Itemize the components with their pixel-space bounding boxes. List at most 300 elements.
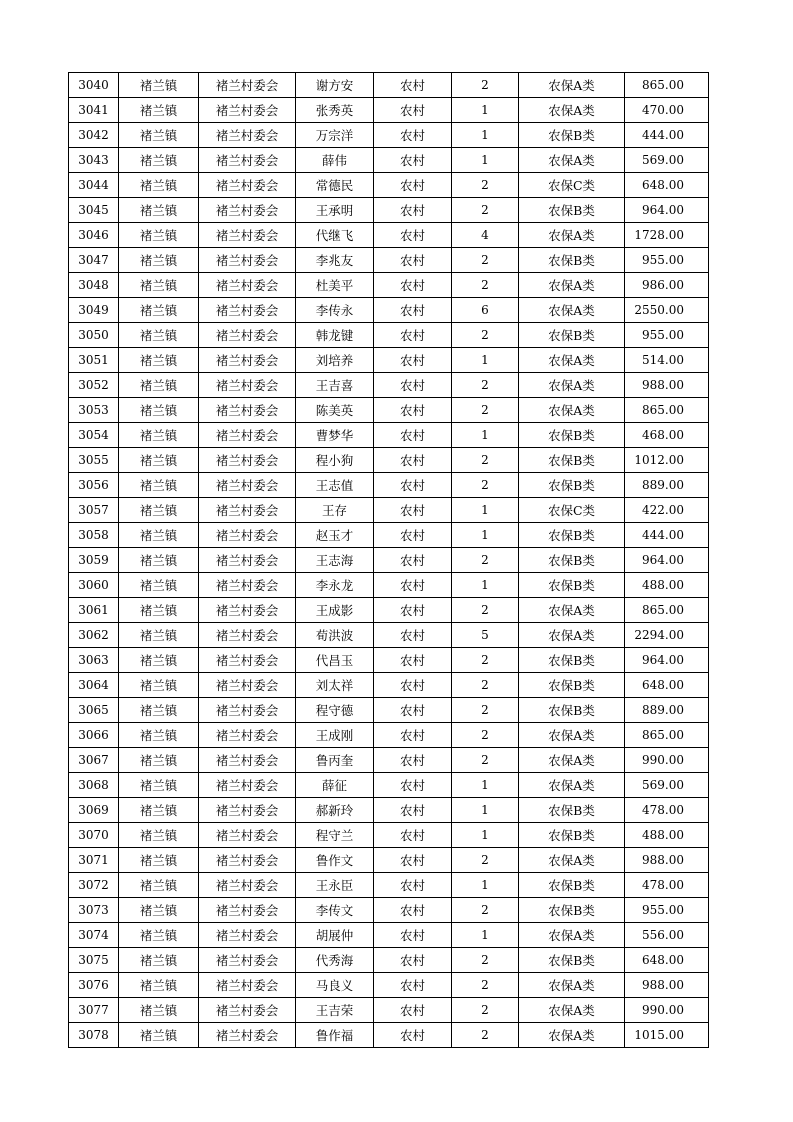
- category-cell: 农保A类: [519, 773, 625, 798]
- area-type-cell: 农村: [374, 73, 452, 98]
- amount-cell: 444.00: [625, 523, 709, 548]
- table-row: [69, 298, 709, 323]
- area-type-cell: 农村: [374, 523, 452, 548]
- household-size-cell: 1: [452, 798, 519, 823]
- amount-cell: 865.00: [625, 398, 709, 423]
- name-cell: 常德民: [296, 173, 374, 198]
- household-size-cell: 1: [452, 523, 519, 548]
- household-size-cell: 6: [452, 298, 519, 323]
- table-row: [69, 473, 709, 498]
- amount-cell: 488.00: [625, 573, 709, 598]
- town-cell: 褚兰镇: [119, 748, 199, 773]
- roster-body: [69, 73, 709, 1048]
- category-cell: 农保B类: [519, 198, 625, 223]
- amount-cell: 444.00: [625, 123, 709, 148]
- amount-cell: 569.00: [625, 148, 709, 173]
- area-type-cell: 农村: [374, 373, 452, 398]
- amount-cell: 990.00: [625, 748, 709, 773]
- serial-cell: 3071: [69, 848, 119, 873]
- area-type-cell: 农村: [374, 773, 452, 798]
- table-row: [69, 848, 709, 873]
- category-cell: 农保A类: [519, 348, 625, 373]
- amount-cell: 1015.00: [625, 1023, 709, 1048]
- household-size-cell: 2: [452, 723, 519, 748]
- household-size-cell: 2: [452, 748, 519, 773]
- table-row: [69, 423, 709, 448]
- town-cell: 褚兰镇: [119, 823, 199, 848]
- table-row: [69, 273, 709, 298]
- household-size-cell: 2: [452, 373, 519, 398]
- category-cell: 农保B类: [519, 548, 625, 573]
- table-row: [69, 798, 709, 823]
- household-size-cell: 2: [452, 998, 519, 1023]
- household-size-cell: 2: [452, 473, 519, 498]
- household-size-cell: 2: [452, 698, 519, 723]
- serial-cell: 3051: [69, 348, 119, 373]
- amount-cell: 422.00: [625, 498, 709, 523]
- committee-cell: 褚兰村委会: [199, 548, 296, 573]
- area-type-cell: 农村: [374, 723, 452, 748]
- serial-cell: 3072: [69, 873, 119, 898]
- household-size-cell: 2: [452, 273, 519, 298]
- table-row: [69, 173, 709, 198]
- table-row: [69, 573, 709, 598]
- town-cell: 褚兰镇: [119, 898, 199, 923]
- amount-cell: 955.00: [625, 898, 709, 923]
- name-cell: 代昌玉: [296, 648, 374, 673]
- serial-cell: 3075: [69, 948, 119, 973]
- town-cell: 褚兰镇: [119, 348, 199, 373]
- category-cell: 农保A类: [519, 98, 625, 123]
- town-cell: 褚兰镇: [119, 648, 199, 673]
- household-size-cell: 4: [452, 223, 519, 248]
- table-row: [69, 98, 709, 123]
- amount-cell: 964.00: [625, 548, 709, 573]
- area-type-cell: 农村: [374, 223, 452, 248]
- committee-cell: 褚兰村委会: [199, 898, 296, 923]
- serial-cell: 3064: [69, 673, 119, 698]
- serial-cell: 3063: [69, 648, 119, 673]
- name-cell: 刘太祥: [296, 673, 374, 698]
- serial-cell: 3062: [69, 623, 119, 648]
- name-cell: 鲁丙奎: [296, 748, 374, 773]
- serial-cell: 3068: [69, 773, 119, 798]
- household-size-cell: 1: [452, 773, 519, 798]
- household-size-cell: 2: [452, 673, 519, 698]
- name-cell: 王志海: [296, 548, 374, 573]
- category-cell: 农保A类: [519, 723, 625, 748]
- area-type-cell: 农村: [374, 348, 452, 373]
- area-type-cell: 农村: [374, 623, 452, 648]
- household-size-cell: 5: [452, 623, 519, 648]
- table-row: [69, 448, 709, 473]
- town-cell: 褚兰镇: [119, 623, 199, 648]
- amount-cell: 2294.00: [625, 623, 709, 648]
- table-row: [69, 648, 709, 673]
- category-cell: 农保B类: [519, 448, 625, 473]
- area-type-cell: 农村: [374, 973, 452, 998]
- area-type-cell: 农村: [374, 748, 452, 773]
- name-cell: 曹梦华: [296, 423, 374, 448]
- town-cell: 褚兰镇: [119, 448, 199, 473]
- name-cell: 李永龙: [296, 573, 374, 598]
- name-cell: 万宗洋: [296, 123, 374, 148]
- committee-cell: 褚兰村委会: [199, 273, 296, 298]
- category-cell: 农保C类: [519, 173, 625, 198]
- committee-cell: 褚兰村委会: [199, 73, 296, 98]
- category-cell: 农保B类: [519, 323, 625, 348]
- category-cell: 农保A类: [519, 623, 625, 648]
- town-cell: 褚兰镇: [119, 523, 199, 548]
- area-type-cell: 农村: [374, 148, 452, 173]
- town-cell: 褚兰镇: [119, 1023, 199, 1048]
- town-cell: 褚兰镇: [119, 223, 199, 248]
- serial-cell: 3077: [69, 998, 119, 1023]
- household-size-cell: 2: [452, 973, 519, 998]
- category-cell: 农保B类: [519, 123, 625, 148]
- amount-cell: 988.00: [625, 373, 709, 398]
- name-cell: 谢方安: [296, 73, 374, 98]
- committee-cell: 褚兰村委会: [199, 423, 296, 448]
- area-type-cell: 农村: [374, 798, 452, 823]
- amount-cell: 964.00: [625, 648, 709, 673]
- name-cell: 王承明: [296, 198, 374, 223]
- serial-cell: 3044: [69, 173, 119, 198]
- committee-cell: 褚兰村委会: [199, 98, 296, 123]
- table-row: [69, 623, 709, 648]
- serial-cell: 3061: [69, 598, 119, 623]
- household-size-cell: 1: [452, 823, 519, 848]
- area-type-cell: 农村: [374, 823, 452, 848]
- table-row: [69, 148, 709, 173]
- area-type-cell: 农村: [374, 448, 452, 473]
- category-cell: 农保A类: [519, 298, 625, 323]
- table-row: [69, 923, 709, 948]
- committee-cell: 褚兰村委会: [199, 523, 296, 548]
- area-type-cell: 农村: [374, 498, 452, 523]
- amount-cell: 2550.00: [625, 298, 709, 323]
- town-cell: 褚兰镇: [119, 673, 199, 698]
- committee-cell: 褚兰村委会: [199, 823, 296, 848]
- serial-cell: 3041: [69, 98, 119, 123]
- category-cell: 农保B类: [519, 523, 625, 548]
- area-type-cell: 农村: [374, 173, 452, 198]
- committee-cell: 褚兰村委会: [199, 848, 296, 873]
- serial-cell: 3073: [69, 898, 119, 923]
- serial-cell: 3053: [69, 398, 119, 423]
- serial-cell: 3056: [69, 473, 119, 498]
- table-row: [69, 898, 709, 923]
- table-row: [69, 323, 709, 348]
- committee-cell: 褚兰村委会: [199, 598, 296, 623]
- category-cell: 农保A类: [519, 923, 625, 948]
- category-cell: 农保A类: [519, 373, 625, 398]
- amount-cell: 648.00: [625, 173, 709, 198]
- amount-cell: 990.00: [625, 998, 709, 1023]
- name-cell: 韩龙键: [296, 323, 374, 348]
- town-cell: 褚兰镇: [119, 473, 199, 498]
- committee-cell: 褚兰村委会: [199, 748, 296, 773]
- name-cell: 薛伟: [296, 148, 374, 173]
- household-size-cell: 2: [452, 548, 519, 573]
- table-row: [69, 823, 709, 848]
- town-cell: 褚兰镇: [119, 123, 199, 148]
- area-type-cell: 农村: [374, 848, 452, 873]
- area-type-cell: 农村: [374, 698, 452, 723]
- category-cell: 农保B类: [519, 698, 625, 723]
- amount-cell: 865.00: [625, 73, 709, 98]
- area-type-cell: 农村: [374, 673, 452, 698]
- committee-cell: 褚兰村委会: [199, 948, 296, 973]
- name-cell: 代继飞: [296, 223, 374, 248]
- town-cell: 褚兰镇: [119, 248, 199, 273]
- household-size-cell: 1: [452, 923, 519, 948]
- category-cell: 农保C类: [519, 498, 625, 523]
- committee-cell: 褚兰村委会: [199, 648, 296, 673]
- amount-cell: 889.00: [625, 473, 709, 498]
- committee-cell: 褚兰村委会: [199, 798, 296, 823]
- household-size-cell: 1: [452, 98, 519, 123]
- category-cell: 农保B类: [519, 798, 625, 823]
- name-cell: 王成刚: [296, 723, 374, 748]
- town-cell: 褚兰镇: [119, 573, 199, 598]
- household-size-cell: 1: [452, 148, 519, 173]
- town-cell: 褚兰镇: [119, 923, 199, 948]
- serial-cell: 3055: [69, 448, 119, 473]
- town-cell: 褚兰镇: [119, 698, 199, 723]
- category-cell: 农保B类: [519, 673, 625, 698]
- amount-cell: 648.00: [625, 948, 709, 973]
- town-cell: 褚兰镇: [119, 273, 199, 298]
- area-type-cell: 农村: [374, 423, 452, 448]
- serial-cell: 3049: [69, 298, 119, 323]
- town-cell: 褚兰镇: [119, 98, 199, 123]
- town-cell: 褚兰镇: [119, 873, 199, 898]
- category-cell: 农保B类: [519, 573, 625, 598]
- town-cell: 褚兰镇: [119, 323, 199, 348]
- serial-cell: 3059: [69, 548, 119, 573]
- name-cell: 王成影: [296, 598, 374, 623]
- table-row: [69, 723, 709, 748]
- amount-cell: 988.00: [625, 848, 709, 873]
- category-cell: 农保B类: [519, 948, 625, 973]
- area-type-cell: 农村: [374, 873, 452, 898]
- serial-cell: 3050: [69, 323, 119, 348]
- table-row: [69, 498, 709, 523]
- town-cell: 褚兰镇: [119, 148, 199, 173]
- category-cell: 农保A类: [519, 998, 625, 1023]
- table-row: [69, 948, 709, 973]
- table-row: [69, 523, 709, 548]
- town-cell: 褚兰镇: [119, 973, 199, 998]
- committee-cell: 褚兰村委会: [199, 498, 296, 523]
- name-cell: 王吉喜: [296, 373, 374, 398]
- category-cell: 农保B类: [519, 823, 625, 848]
- amount-cell: 964.00: [625, 198, 709, 223]
- town-cell: 褚兰镇: [119, 423, 199, 448]
- town-cell: 褚兰镇: [119, 173, 199, 198]
- committee-cell: 褚兰村委会: [199, 673, 296, 698]
- town-cell: 褚兰镇: [119, 198, 199, 223]
- amount-cell: 955.00: [625, 323, 709, 348]
- town-cell: 褚兰镇: [119, 298, 199, 323]
- serial-cell: 3043: [69, 148, 119, 173]
- town-cell: 褚兰镇: [119, 498, 199, 523]
- category-cell: 农保A类: [519, 273, 625, 298]
- amount-cell: 865.00: [625, 723, 709, 748]
- table-row: [69, 73, 709, 98]
- household-size-cell: 2: [452, 898, 519, 923]
- area-type-cell: 农村: [374, 123, 452, 148]
- amount-cell: 514.00: [625, 348, 709, 373]
- table-row: [69, 773, 709, 798]
- category-cell: 农保A类: [519, 598, 625, 623]
- table-row: [69, 873, 709, 898]
- town-cell: 褚兰镇: [119, 948, 199, 973]
- category-cell: 农保A类: [519, 223, 625, 248]
- category-cell: 农保A类: [519, 973, 625, 998]
- committee-cell: 褚兰村委会: [199, 1023, 296, 1048]
- name-cell: 赵玉才: [296, 523, 374, 548]
- serial-cell: 3042: [69, 123, 119, 148]
- table-row: [69, 998, 709, 1023]
- amount-cell: 1728.00: [625, 223, 709, 248]
- amount-cell: 865.00: [625, 598, 709, 623]
- committee-cell: 褚兰村委会: [199, 323, 296, 348]
- serial-cell: 3065: [69, 698, 119, 723]
- category-cell: 农保B类: [519, 473, 625, 498]
- area-type-cell: 农村: [374, 548, 452, 573]
- amount-cell: 488.00: [625, 823, 709, 848]
- amount-cell: 478.00: [625, 873, 709, 898]
- category-cell: 农保B类: [519, 873, 625, 898]
- committee-cell: 褚兰村委会: [199, 348, 296, 373]
- table-row: [69, 198, 709, 223]
- household-size-cell: 2: [452, 648, 519, 673]
- table-row: [69, 673, 709, 698]
- committee-cell: 褚兰村委会: [199, 698, 296, 723]
- town-cell: 褚兰镇: [119, 723, 199, 748]
- table-row: [69, 748, 709, 773]
- serial-cell: 3066: [69, 723, 119, 748]
- serial-cell: 3045: [69, 198, 119, 223]
- area-type-cell: 农村: [374, 323, 452, 348]
- area-type-cell: 农村: [374, 648, 452, 673]
- town-cell: 褚兰镇: [119, 773, 199, 798]
- household-size-cell: 2: [452, 323, 519, 348]
- category-cell: 农保B类: [519, 648, 625, 673]
- committee-cell: 褚兰村委会: [199, 223, 296, 248]
- household-size-cell: 2: [452, 1023, 519, 1048]
- amount-cell: 556.00: [625, 923, 709, 948]
- amount-cell: 1012.00: [625, 448, 709, 473]
- serial-cell: 3047: [69, 248, 119, 273]
- category-cell: 农保A类: [519, 73, 625, 98]
- committee-cell: 褚兰村委会: [199, 248, 296, 273]
- area-type-cell: 农村: [374, 198, 452, 223]
- area-type-cell: 农村: [374, 948, 452, 973]
- name-cell: 荀洪波: [296, 623, 374, 648]
- name-cell: 薛征: [296, 773, 374, 798]
- household-size-cell: 1: [452, 423, 519, 448]
- town-cell: 褚兰镇: [119, 398, 199, 423]
- serial-cell: 3069: [69, 798, 119, 823]
- amount-cell: 988.00: [625, 973, 709, 998]
- table-row: [69, 1023, 709, 1048]
- area-type-cell: 农村: [374, 298, 452, 323]
- committee-cell: 褚兰村委会: [199, 573, 296, 598]
- area-type-cell: 农村: [374, 1023, 452, 1048]
- category-cell: 农保B类: [519, 423, 625, 448]
- town-cell: 褚兰镇: [119, 598, 199, 623]
- area-type-cell: 农村: [374, 273, 452, 298]
- name-cell: 程守兰: [296, 823, 374, 848]
- name-cell: 张秀英: [296, 98, 374, 123]
- serial-cell: 3040: [69, 73, 119, 98]
- table-row: [69, 698, 709, 723]
- committee-cell: 褚兰村委会: [199, 373, 296, 398]
- serial-cell: 3067: [69, 748, 119, 773]
- town-cell: 褚兰镇: [119, 798, 199, 823]
- serial-cell: 3057: [69, 498, 119, 523]
- committee-cell: 褚兰村委会: [199, 198, 296, 223]
- committee-cell: 褚兰村委会: [199, 123, 296, 148]
- area-type-cell: 农村: [374, 898, 452, 923]
- serial-cell: 3054: [69, 423, 119, 448]
- category-cell: 农保A类: [519, 848, 625, 873]
- area-type-cell: 农村: [374, 248, 452, 273]
- committee-cell: 褚兰村委会: [199, 473, 296, 498]
- household-size-cell: 1: [452, 498, 519, 523]
- serial-cell: 3060: [69, 573, 119, 598]
- table-row: [69, 548, 709, 573]
- serial-cell: 3048: [69, 273, 119, 298]
- table-row: [69, 398, 709, 423]
- amount-cell: 468.00: [625, 423, 709, 448]
- amount-cell: 569.00: [625, 773, 709, 798]
- committee-cell: 褚兰村委会: [199, 998, 296, 1023]
- committee-cell: 褚兰村委会: [199, 173, 296, 198]
- roster-table: [68, 72, 709, 1048]
- serial-cell: 3058: [69, 523, 119, 548]
- town-cell: 褚兰镇: [119, 848, 199, 873]
- name-cell: 马良义: [296, 973, 374, 998]
- household-size-cell: 2: [452, 948, 519, 973]
- amount-cell: 955.00: [625, 248, 709, 273]
- table-row: [69, 123, 709, 148]
- name-cell: 程守德: [296, 698, 374, 723]
- name-cell: 李传文: [296, 898, 374, 923]
- household-size-cell: 2: [452, 73, 519, 98]
- amount-cell: 986.00: [625, 273, 709, 298]
- serial-cell: 3046: [69, 223, 119, 248]
- town-cell: 褚兰镇: [119, 373, 199, 398]
- amount-cell: 470.00: [625, 98, 709, 123]
- area-type-cell: 农村: [374, 573, 452, 598]
- name-cell: 胡展仲: [296, 923, 374, 948]
- household-size-cell: 2: [452, 848, 519, 873]
- name-cell: 鲁作福: [296, 1023, 374, 1048]
- committee-cell: 褚兰村委会: [199, 148, 296, 173]
- town-cell: 褚兰镇: [119, 998, 199, 1023]
- committee-cell: 褚兰村委会: [199, 873, 296, 898]
- household-size-cell: 2: [452, 198, 519, 223]
- committee-cell: 褚兰村委会: [199, 923, 296, 948]
- table-row: [69, 223, 709, 248]
- name-cell: 王志值: [296, 473, 374, 498]
- name-cell: 郝新玲: [296, 798, 374, 823]
- table-row: [69, 973, 709, 998]
